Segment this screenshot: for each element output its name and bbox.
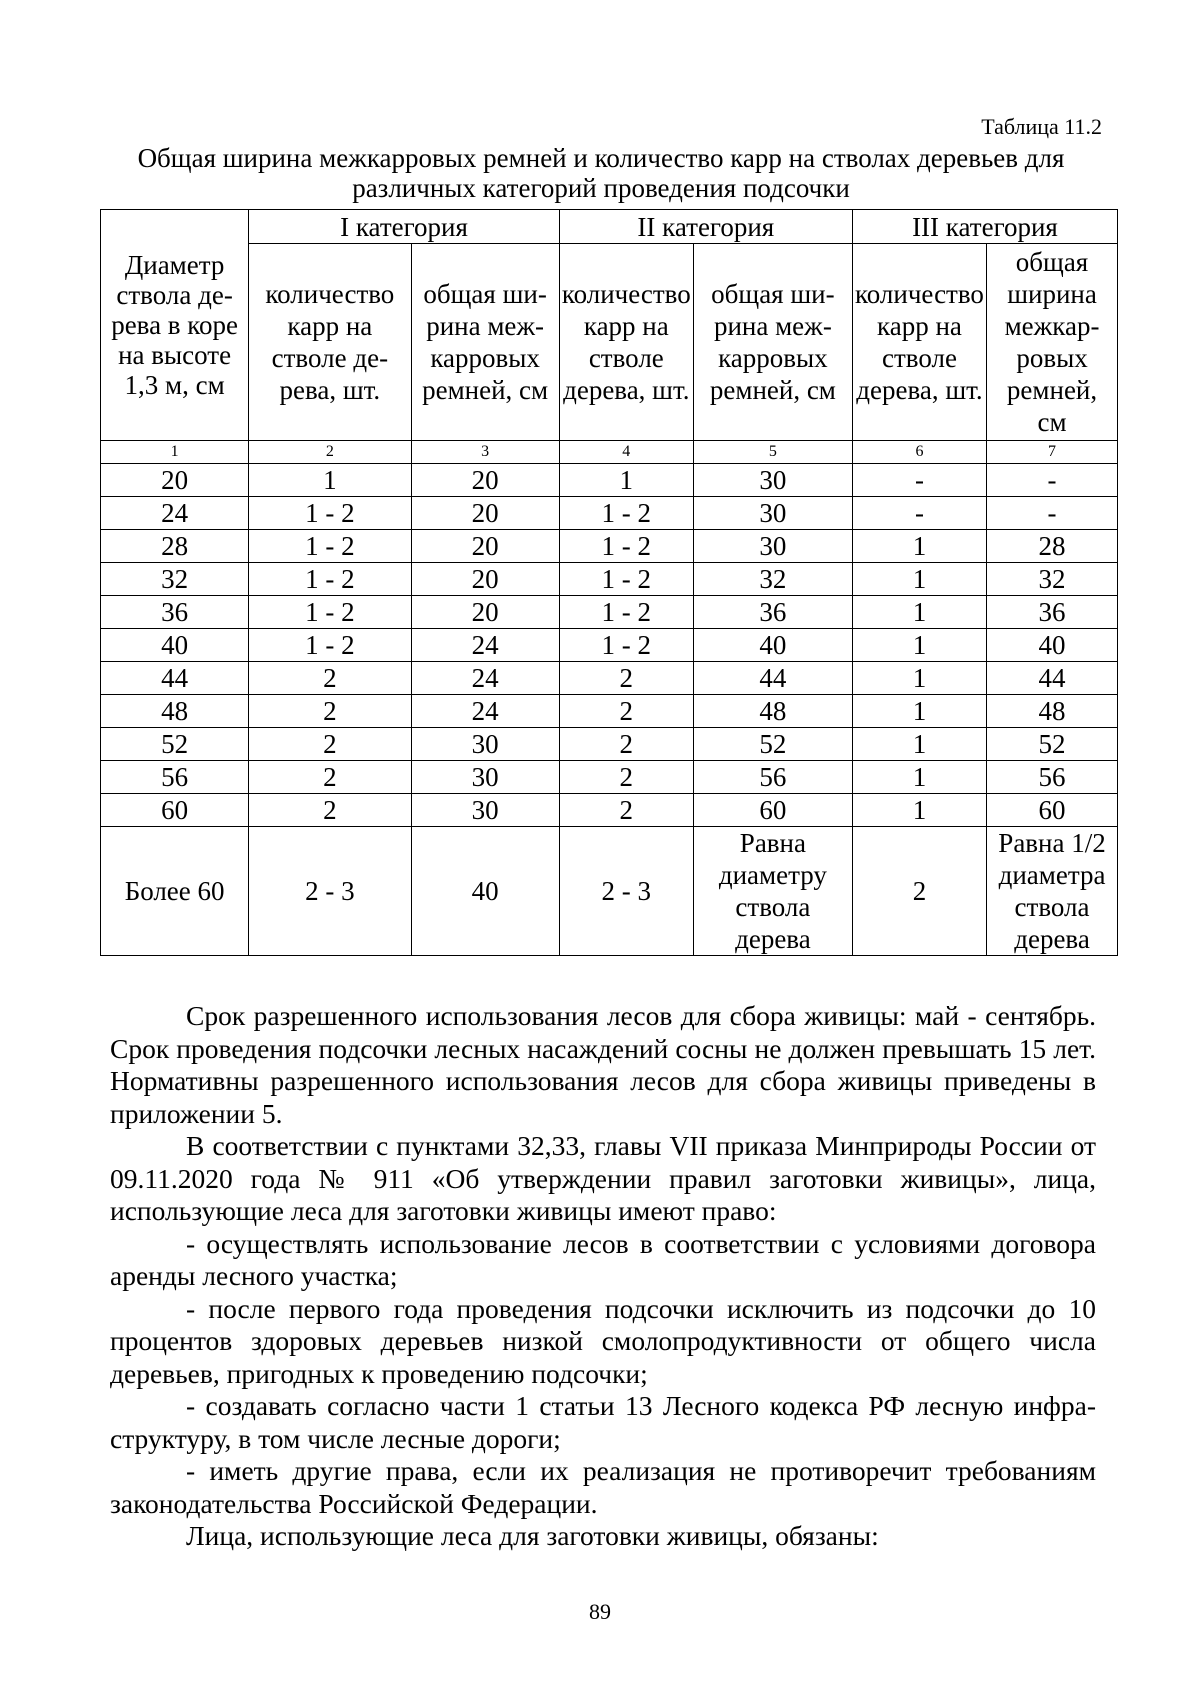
table-row <box>101 629 1118 662</box>
table-cell: 56 <box>101 761 249 794</box>
table-cell: 1 - 2 <box>559 596 693 629</box>
table-cell: 30 <box>411 794 559 827</box>
table-cell: 2 <box>559 728 693 761</box>
table-cell: 2 <box>559 695 693 728</box>
table-cell: 30 <box>693 464 852 497</box>
table-cell: 2 <box>249 728 411 761</box>
table-cell: 1 - 2 <box>559 563 693 596</box>
body-text <box>110 1000 1096 1553</box>
table-cell: 36 <box>987 596 1118 629</box>
table-row <box>101 761 1118 794</box>
table-cell: 1 <box>852 728 986 761</box>
table-cell: 20 <box>101 464 249 497</box>
table-cell: 1 <box>852 761 986 794</box>
table-cell: 32 <box>987 563 1118 596</box>
table-cell: 1 <box>249 464 411 497</box>
table-cell: 44 <box>101 662 249 695</box>
column-number: 7 <box>987 441 1118 464</box>
column-number-row <box>101 441 1118 464</box>
column-number: 1 <box>101 441 249 464</box>
table-cell: 40 <box>411 827 559 956</box>
table-cell: 40 <box>101 629 249 662</box>
table-cell: - <box>852 464 986 497</box>
table-label: Таблица 11.2 <box>981 114 1102 139</box>
table-row <box>101 530 1118 563</box>
table-row <box>101 794 1118 827</box>
column-number: 3 <box>411 441 559 464</box>
table-cell: 48 <box>101 695 249 728</box>
table-cell: 20 <box>411 530 559 563</box>
table-cell: 36 <box>101 596 249 629</box>
table-cell: 40 <box>693 629 852 662</box>
table-title: Общая ширина межкарровых ремней и количество карр на стволах деревьев для различных категорий проведения подсочки <box>137 143 1065 203</box>
table-cell: 2 <box>852 827 986 956</box>
subheader-cell: количество карр на стволе дерева, шт. <box>852 244 986 441</box>
table-cell: 24 <box>411 662 559 695</box>
table-cell: 48 <box>987 695 1118 728</box>
table-cell: Более 60 <box>101 827 249 956</box>
table-cell: Равна диаметру ствола дерева <box>693 827 852 956</box>
table-cell: 28 <box>101 530 249 563</box>
table-row <box>101 662 1118 695</box>
table-cell: - <box>987 464 1118 497</box>
table-cell: 28 <box>987 530 1118 563</box>
paragraph: - осуществлять использование лесов в соответствии с условиями договора аренды лесного участка; <box>110 1227 1096 1291</box>
paragraph: В соответствии с пунктами 32,33, главы VII приказа Минприроды России от 09.11.2020 года № 911 «Об утверждении правил заготовки живицы», лица, использующие леса для заготовки живицы имеют право: <box>110 1130 1096 1226</box>
subheader-cell: общая ширина межкарровых ремней, см <box>693 244 852 441</box>
column-number: 2 <box>249 441 411 464</box>
table-cell: 2 <box>559 662 693 695</box>
table-cell: 1 - 2 <box>249 530 411 563</box>
paragraph: Лица, использующие леса для заготовки живицы, обязаны: <box>186 1520 879 1551</box>
table-cell: 20 <box>411 464 559 497</box>
table-cell: 36 <box>693 596 852 629</box>
table-cell: 2 - 3 <box>559 827 693 956</box>
category-3-header: III категория <box>852 210 1117 244</box>
table-cell: 2 <box>249 662 411 695</box>
table-cell: 60 <box>693 794 852 827</box>
table-cell: 48 <box>693 695 852 728</box>
table-cell: - <box>987 497 1118 530</box>
table-cell: 1 <box>852 596 986 629</box>
table-cell: 2 <box>249 794 411 827</box>
table-cell: 30 <box>411 761 559 794</box>
subheader-cell: общая ширина межкарровых ремней, см <box>987 244 1118 441</box>
table-cell: 1 <box>852 530 986 563</box>
table-cell: 30 <box>411 728 559 761</box>
table-cell: 30 <box>693 530 852 563</box>
table-cell: 2 <box>559 794 693 827</box>
table-cell: 1 - 2 <box>559 497 693 530</box>
table-cell: 1 <box>852 794 986 827</box>
table-cell: 52 <box>101 728 249 761</box>
table-cell: 1 <box>559 464 693 497</box>
category-1-header: I категория <box>249 210 560 244</box>
diameter-column-header: Диаметр ствола дерева в коре на высоте 1,3 м, см <box>101 210 249 441</box>
table-cell: 60 <box>987 794 1118 827</box>
table-cell: 20 <box>411 596 559 629</box>
table-row <box>101 728 1118 761</box>
page-number: 89 <box>589 1599 611 1624</box>
table-cell: 2 <box>559 761 693 794</box>
table-cell: 1 - 2 <box>249 629 411 662</box>
subheader-cell: общая ширина межкарровых ремней, см <box>411 244 559 441</box>
table-cell: 32 <box>693 563 852 596</box>
table-row <box>101 497 1118 530</box>
table-cell: 56 <box>987 761 1118 794</box>
paragraph: - после первого года проведения подсочки исключить из подсочки до 10 процентов здоровых деревьев низкой смолопродуктивности от общего числа деревьев, пригодных к проведению подсочки; <box>110 1292 1096 1389</box>
subheader-row <box>101 244 1118 441</box>
table-cell: - <box>852 497 986 530</box>
table-cell: 1 - 2 <box>559 629 693 662</box>
table-cell: 2 <box>249 695 411 728</box>
table-cell: 20 <box>411 497 559 530</box>
table-cell: 24 <box>411 629 559 662</box>
table-cell: 1 - 2 <box>249 563 411 596</box>
table-cell: 24 <box>411 695 559 728</box>
table-cell: 1 <box>852 629 986 662</box>
paragraph: - иметь другие права, если их реализация не противоречит требованиям законодательства Российской Федерации. <box>110 1455 1096 1519</box>
table-cell: 44 <box>987 662 1118 695</box>
table-cell: 44 <box>693 662 852 695</box>
column-number: 5 <box>693 441 852 464</box>
table-row <box>101 695 1118 728</box>
table-cell: 1 - 2 <box>559 530 693 563</box>
table-cell: 30 <box>693 497 852 530</box>
table-cell: 1 <box>852 662 986 695</box>
table-row <box>101 563 1118 596</box>
column-number: 4 <box>559 441 693 464</box>
table-row <box>101 464 1118 497</box>
table-cell: 52 <box>987 728 1118 761</box>
subheader-cell: количество карр на стволе дерева, шт. <box>249 244 411 441</box>
table-cell: 40 <box>987 629 1118 662</box>
table-cell: 52 <box>693 728 852 761</box>
category-2-header: II категория <box>559 210 852 244</box>
column-number: 6 <box>852 441 986 464</box>
table-cell: 1 - 2 <box>249 497 411 530</box>
table-cell: 60 <box>101 794 249 827</box>
table-row <box>101 596 1118 629</box>
data-table <box>100 209 1118 956</box>
subheader-cell: количество карр на стволе дерева, шт. <box>559 244 693 441</box>
paragraph: Срок разрешенного использования лесов для сбора живицы: май - сентябрь. Срок проведения подсочки лесных насаждений сосны не должен превышать 15 лет. Нормативны разрешенного использования лесов для сбора живицы приведены в приложении 5. <box>110 1000 1096 1129</box>
table-cell: Равна 1/2 диаметра ствола дерева <box>987 827 1118 956</box>
category-header-row <box>101 210 1118 244</box>
table-cell: 20 <box>411 563 559 596</box>
table-cell: 1 <box>852 695 986 728</box>
table-cell: 56 <box>693 761 852 794</box>
table-cell: 1 <box>852 563 986 596</box>
paragraph: - создавать согласно части 1 статьи 13 Лесного кодекса РФ лесную инфраструктуру, в том числе лесные дороги; <box>110 1390 1096 1454</box>
table-row <box>101 827 1118 956</box>
table-cell: 2 <box>249 761 411 794</box>
table-cell: 32 <box>101 563 249 596</box>
table-cell: 1 - 2 <box>249 596 411 629</box>
table-cell: 2 - 3 <box>249 827 411 956</box>
table-cell: 24 <box>101 497 249 530</box>
